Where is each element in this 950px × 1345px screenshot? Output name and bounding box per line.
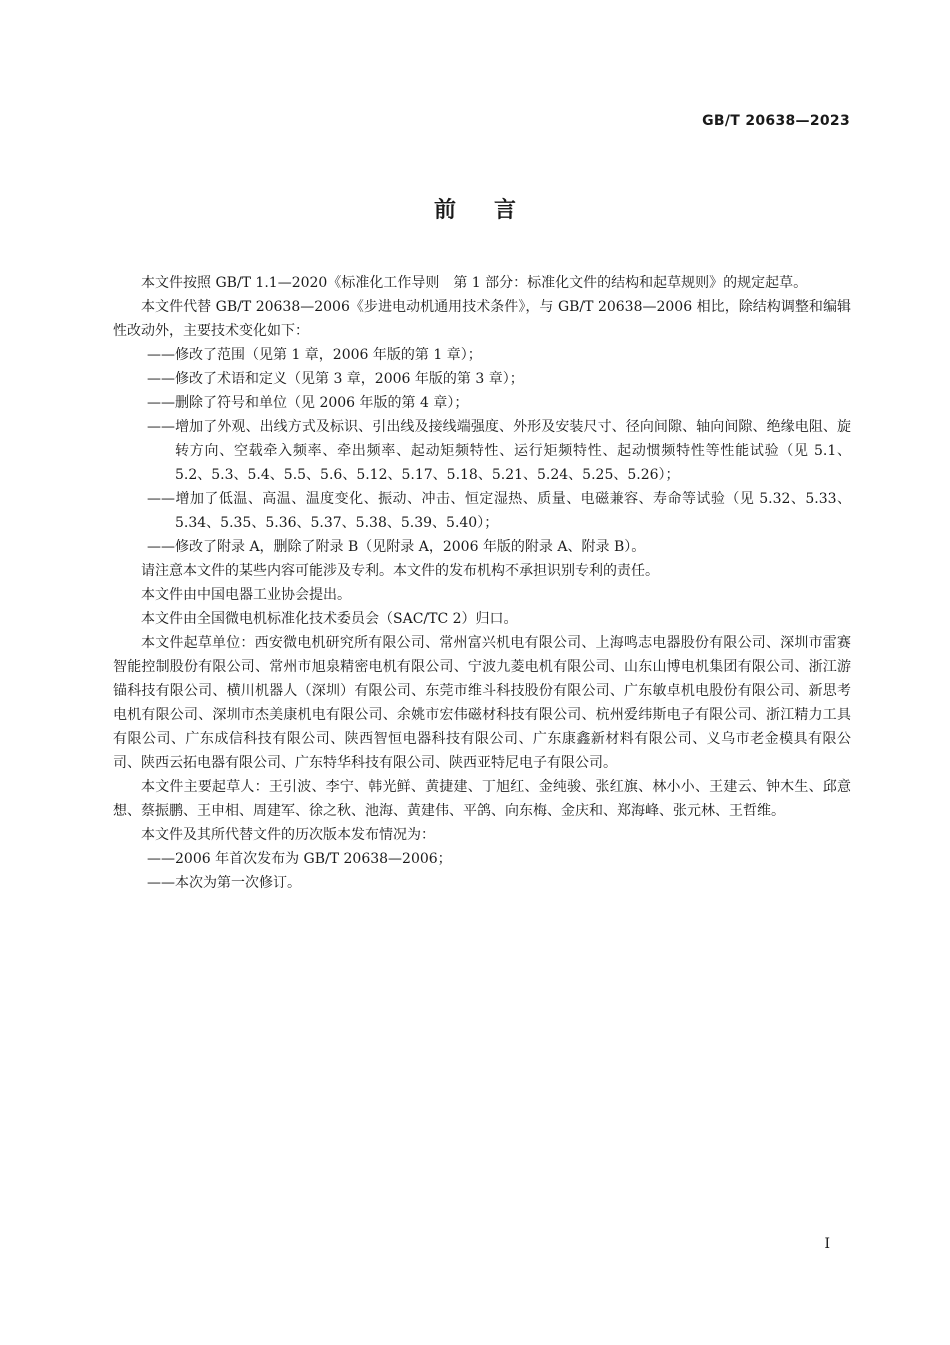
paragraph-proposer: 本文件由中国电器工业协会提出。 bbox=[141, 587, 351, 603]
foreword-body bbox=[113, 271, 851, 895]
paragraph-drafting-units: 本文件起草单位：西安微电机研究所有限公司、常州富兴机电有限公司、上海鸣志电器股份有限公司、深圳市雷赛智能控制股份有限公司、常州市旭泉精密电机有限公司、宁波九菱电机有限公司、山东山博电机集团有限公司、浙江游锚科技有限公司、横川机器人（深圳）有限公司、东莞市维斗科技股份有限公司、广东敏卓机电股份有限公司、新思考电机有限公司、深圳市杰美康机电有限公司、余姚市宏伟磁材科技有限公司、杭州爱纬斯电子有限公司、浙江精力工具有限公司、广东成信科技有限公司、陕西智恒电器科技有限公司、广东康鑫新材料有限公司、义乌市老金模具有限公司、陕西云拓电器有限公司、广东特华科技有限公司、陕西亚特尼电子有限公司。 bbox=[113, 635, 851, 771]
change-item: ——修改了范围（见第 1 章，2006 年版的第 1 章）； bbox=[147, 347, 482, 363]
change-item: ——修改了术语和定义（见第 3 章，2006 年版的第 3 章）； bbox=[147, 371, 524, 387]
history-item: ——2006 年首次发布为 GB/T 20638—2006； bbox=[147, 851, 452, 867]
change-item: ——删除了符号和单位（见 2006 年版的第 4 章）； bbox=[147, 395, 469, 411]
paragraph-drafters: 本文件主要起草人：王引波、李宁、韩光鲜、黄捷建、丁旭红、金纯骏、张红旗、林小小、王建云、钟木生、邱意想、蔡振鹏、王申相、周建军、徐之秋、池海、黄建伟、平鸽、向东梅、金庆和、郑海峰、张元林、王哲维。 bbox=[113, 779, 851, 819]
page-number: I bbox=[824, 1236, 830, 1252]
change-item: ——增加了外观、出线方式及标识、引出线及接线端强度、外形及安装尺寸、径向间隙、轴向间隙、绝缘电阻、旋转方向、空载牵入频率、牵出频率、起动矩频特性、运行矩频特性、起动惯频特性等性能试验（见 5.1、5.2、5.3、5.4、5.5、5.6、5.12、5.17、5.18、5.21、5.24、5.25、5.26）； bbox=[147, 419, 851, 483]
change-item: ——修改了附录 A，删除了附录 B（见附录 A，2006 年版的附录 A、附录 B）。 bbox=[147, 539, 646, 555]
paragraph-patent-notice: 请注意本文件的某些内容可能涉及专利。本文件的发布机构不承担识别专利的责任。 bbox=[141, 563, 659, 579]
paragraph-drafting-rules: 本文件按照 GB/T 1.1—2020《标准化工作导则 第 1 部分：标准化文件的结构和起草规则》的规定起草。 bbox=[141, 275, 808, 291]
standard-code: GB/T 20638—2023 bbox=[702, 113, 850, 129]
paragraph-history-intro: 本文件及其所代替文件的历次版本发布情况为： bbox=[141, 827, 435, 843]
paragraph-committee: 本文件由全国微电机标准化技术委员会（SAC/TC 2）归口。 bbox=[141, 611, 518, 627]
paragraph-replacement: 本文件代替 GB/T 20638—2006《步进电动机通用技术条件》，与 GB/T 20638—2006 相比，除结构调整和编辑性改动外，主要技术变化如下： bbox=[113, 299, 851, 339]
history-item: ——本次为第一次修订。 bbox=[147, 875, 301, 891]
page-title: 前言 bbox=[433, 198, 554, 223]
change-item: ——增加了低温、高温、温度变化、振动、冲击、恒定湿热、质量、电磁兼容、寿命等试验（见 5.32、5.33、5.34、5.35、5.36、5.37、5.38、5.39、5.40）； bbox=[147, 491, 851, 531]
